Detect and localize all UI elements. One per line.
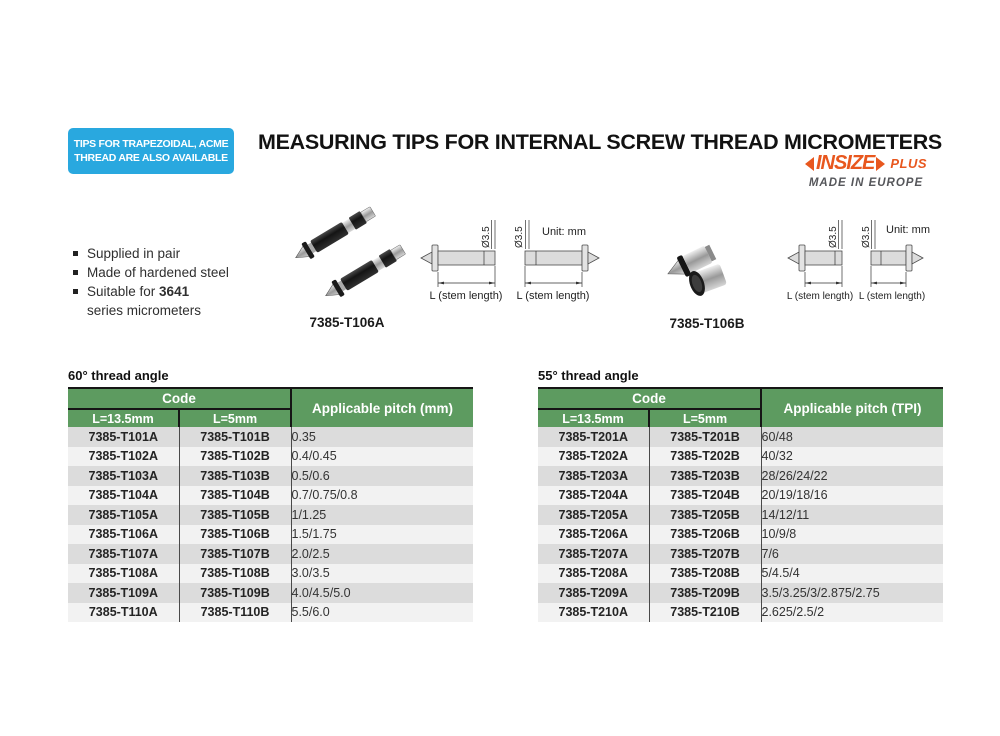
code-cell: 7385-T207B (649, 544, 761, 564)
table-row (538, 505, 943, 525)
code-cell: 7385-T208A (538, 564, 649, 584)
table-row (68, 544, 473, 564)
brand-logo (790, 152, 942, 189)
table-title-55deg: 55° thread angle (538, 368, 639, 383)
pitch-cell: 40/32 (761, 447, 943, 467)
code-cell: 7385-T206B (649, 525, 761, 545)
code-header: Code (68, 388, 291, 409)
arrow-left-icon (805, 157, 814, 171)
table-title-60deg: 60° thread angle (68, 368, 169, 383)
table-row (538, 427, 943, 447)
pitch-cell: 4.0/4.5/5.0 (291, 583, 473, 603)
feature-list (73, 244, 283, 320)
code-cell: 7385-T107B (179, 544, 291, 564)
column-header-l13-5mm: L=13.5mm (538, 409, 649, 427)
code-cell: 7385-T105A (68, 505, 179, 525)
diameter-label: Ø3.5 (861, 226, 872, 248)
code-cell: 7385-T103B (179, 466, 291, 486)
table-row (68, 427, 473, 447)
code-cell: 7385-T203A (538, 466, 649, 486)
code-cell: 7385-T210B (649, 603, 761, 623)
table-row (538, 447, 943, 467)
code-cell: 7385-T201A (538, 427, 649, 447)
pitch-table-55deg (538, 387, 943, 622)
code-cell: 7385-T205A (538, 505, 649, 525)
code-cell: 7385-T202A (538, 447, 649, 467)
table-row (68, 466, 473, 486)
unit-label: Unit: mm (886, 224, 930, 236)
feature-text: Supplied in pair (87, 246, 181, 261)
pitch-cell: 20/19/18/16 (761, 486, 943, 506)
stem-length-label: L (stem length) (429, 290, 503, 302)
stem-length-label: L (stem length) (516, 290, 590, 302)
code-cell: 7385-T208B (649, 564, 761, 584)
table-row (68, 486, 473, 506)
code-cell: 7385-T104B (179, 486, 291, 506)
code-cell: 7385-T201B (649, 427, 761, 447)
diameter-label: Ø3.5 (828, 226, 839, 248)
pitch-cell: 1.5/1.75 (291, 525, 473, 545)
pitch-cell: 5/4.5/4 (761, 564, 943, 584)
bullet-icon (73, 251, 78, 256)
brand-name: INSIZE (815, 152, 875, 174)
table-row (538, 583, 943, 603)
feature-item (73, 263, 283, 282)
stem-diagram-t106a (418, 215, 618, 305)
stem-length-label: L (stem length) (786, 291, 854, 302)
code-cell: 7385-T110B (179, 603, 291, 623)
arrow-right-icon (876, 157, 885, 171)
code-cell: 7385-T110A (68, 603, 179, 623)
pitch-cell: 5.5/6.0 (291, 603, 473, 623)
product-photo-t106a (287, 198, 407, 308)
brand-tagline: MADE IN EUROPE (808, 177, 924, 189)
code-cell: 7385-T205B (649, 505, 761, 525)
info-badge-line2: THREAD ARE ALSO AVAILABLE (74, 152, 228, 164)
pitch-cell: 7/6 (761, 544, 943, 564)
pitch-cell: 2.0/2.5 (291, 544, 473, 564)
table-section-60deg (68, 368, 473, 622)
code-cell: 7385-T202B (649, 447, 761, 467)
table-row (538, 603, 943, 623)
feature-text: Made of hardened steel (87, 265, 229, 280)
table-row (538, 466, 943, 486)
code-cell: 7385-T209A (538, 583, 649, 603)
pitch-header: Applicable pitch (TPI) (761, 388, 943, 427)
pitch-cell: 0.5/0.6 (291, 466, 473, 486)
table-row (68, 447, 473, 467)
pitch-cell: 0.35 (291, 427, 473, 447)
column-header-l5mm: L=5mm (649, 409, 761, 427)
code-cell: 7385-T207A (538, 544, 649, 564)
code-cell: 7385-T109B (179, 583, 291, 603)
table-row (68, 525, 473, 545)
column-header-l13-5mm: L=13.5mm (68, 409, 179, 427)
table-section-55deg (538, 368, 943, 622)
code-cell: 7385-T209B (649, 583, 761, 603)
table-row (538, 486, 943, 506)
info-badge-line1: TIPS FOR TRAPEZOIDAL, ACME (73, 137, 229, 150)
code-header: Code (538, 388, 761, 409)
code-cell: 7385-T204A (538, 486, 649, 506)
table-row (68, 505, 473, 525)
product-code-t106a: 7385-T106A (309, 315, 385, 330)
table-row (538, 525, 943, 545)
table-row (538, 544, 943, 564)
table-row (68, 603, 473, 623)
brand-suffix: PLUS (890, 156, 928, 171)
diameter-label: Ø3.5 (481, 226, 492, 248)
code-cell: 7385-T204B (649, 486, 761, 506)
product-photo-t106b (655, 228, 755, 313)
bullet-icon (73, 270, 78, 275)
code-cell: 7385-T106A (68, 525, 179, 545)
pitch-cell: 14/12/11 (761, 505, 943, 525)
pitch-cell: 3.5/3.25/3/2.875/2.75 (761, 583, 943, 603)
pitch-cell: 10/9/8 (761, 525, 943, 545)
code-cell: 7385-T203B (649, 466, 761, 486)
diameter-label: Ø3.5 (514, 226, 525, 248)
code-cell: 7385-T107A (68, 544, 179, 564)
code-cell: 7385-T101B (179, 427, 291, 447)
code-cell: 7385-T102A (68, 447, 179, 467)
stem-length-label: L (stem length) (858, 291, 926, 302)
pitch-cell: 3.0/3.5 (291, 564, 473, 584)
code-cell: 7385-T103A (68, 466, 179, 486)
bullet-icon (73, 289, 78, 294)
column-header-l5mm: L=5mm (179, 409, 291, 427)
product-code-t106b: 7385-T106B (669, 316, 745, 331)
code-cell: 7385-T104A (68, 486, 179, 506)
pitch-cell: 0.7/0.75/0.8 (291, 486, 473, 506)
unit-label: Unit: mm (542, 226, 586, 238)
pitch-cell: 60/48 (761, 427, 943, 447)
table-row (68, 564, 473, 584)
feature-item (73, 282, 283, 301)
pitch-cell: 1/1.25 (291, 505, 473, 525)
code-cell: 7385-T102B (179, 447, 291, 467)
feature-text-continued: series micrometers (87, 303, 202, 318)
page-title: MEASURING TIPS FOR INTERNAL SCREW THREAD MICROMETERS (258, 130, 942, 154)
code-cell: 7385-T106B (179, 525, 291, 545)
code-cell: 7385-T109A (68, 583, 179, 603)
pitch-cell: 28/26/24/22 (761, 466, 943, 486)
brand-logo-row (790, 152, 942, 175)
pitch-header: Applicable pitch (mm) (291, 388, 473, 427)
code-cell: 7385-T210A (538, 603, 649, 623)
feature-text: Suitable for 3641 (87, 284, 190, 299)
code-cell: 7385-T108A (68, 564, 179, 584)
code-cell: 7385-T105B (179, 505, 291, 525)
feature-item (73, 244, 283, 263)
table-row (68, 583, 473, 603)
code-cell: 7385-T101A (68, 427, 179, 447)
code-cell: 7385-T206A (538, 525, 649, 545)
table-row (538, 564, 943, 584)
pitch-table-60deg (68, 387, 473, 622)
code-cell: 7385-T108B (179, 564, 291, 584)
info-badge (68, 128, 234, 174)
stem-diagram-t106b (778, 215, 943, 305)
pitch-cell: 0.4/0.45 (291, 447, 473, 467)
series-number: 3641 (159, 284, 190, 299)
pitch-cell: 2.625/2.5/2 (761, 603, 943, 623)
